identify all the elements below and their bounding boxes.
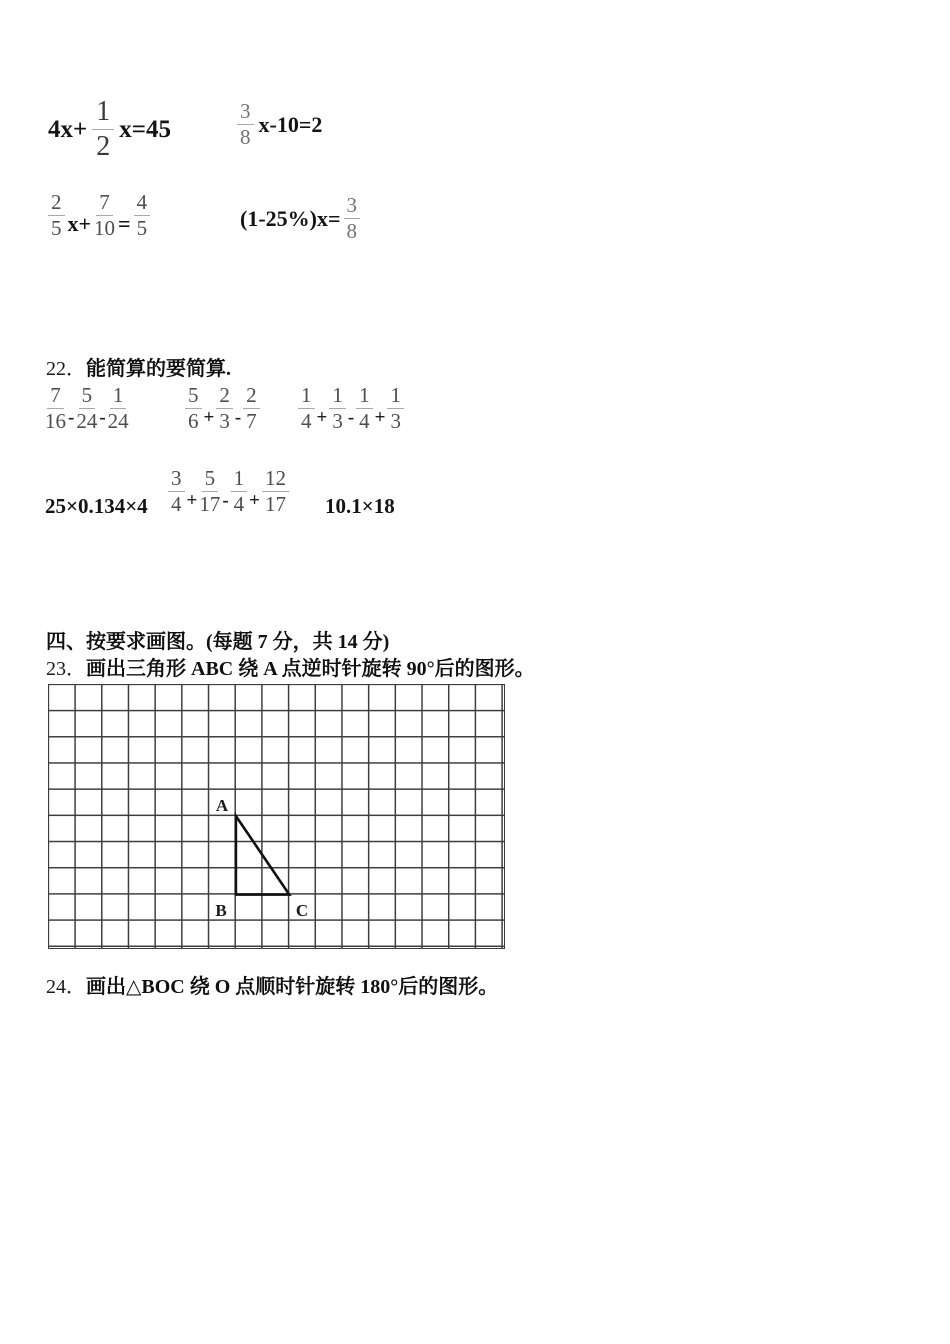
fraction-denominator: 5 [136,216,148,240]
fraction-numerator: 1 [356,385,373,409]
drawing-grid[interactable] [48,684,505,949]
section-title: 四、按要求画图。(每题 7 分，共 14 分) [46,631,390,653]
triangle-abc-shape [236,816,289,895]
question-number: 24． [46,976,86,998]
fraction-numerator: 3 [237,101,254,125]
fraction [262,468,289,515]
operator: + [249,490,260,511]
fraction-numerator: 1 [92,98,114,130]
question-22-heading [46,352,231,381]
triangle-label-c: C [295,901,309,920]
fraction-denominator: 8 [346,219,358,243]
fraction [108,385,129,432]
fraction-denominator: 4 [359,409,370,433]
fraction-numerator: 1 [387,385,404,409]
equals-sign: = [118,211,131,236]
fraction-numerator: 7 [96,192,113,216]
fraction-numerator: 1 [231,468,248,492]
equation-one-minus-25-percent [240,195,360,242]
fraction [237,101,254,148]
fraction-denominator: 4 [171,492,182,516]
fraction [134,192,151,239]
operator: + [316,407,328,428]
expression-3-4-plus-5-17 [168,468,289,515]
equation-three-eighths-x [237,101,322,148]
expression-1-4-plus-1-3 [298,385,404,432]
fraction [231,468,248,515]
expression-5-6-plus [185,385,260,432]
expression-25-times: 25×0.134×4 [45,494,148,518]
fraction-denominator: 4 [233,492,245,516]
operator: - [68,407,75,428]
fraction [92,98,114,161]
fraction-denominator: 3 [332,409,343,433]
fraction-numerator: 7 [47,385,64,409]
fraction [344,195,361,242]
fraction-numerator: 3 [344,195,361,219]
fraction-numerator: 5 [79,385,96,409]
fraction-numerator: 3 [168,468,185,492]
fraction [243,385,260,432]
question-text: 画出三角形 ABC 绕 A 点逆时针旋转 90°后的图形。 [86,658,535,680]
fraction [329,385,346,432]
fraction-numerator: 1 [298,385,315,409]
fraction-numerator: 4 [134,192,151,216]
operator: - [234,407,242,428]
fraction-numerator: 1 [329,385,346,409]
fraction [298,385,315,432]
question-title: 能简算的要简算. [86,358,231,380]
fraction [356,385,373,432]
expression-10-1-times-18: 10.1×18 [325,494,395,518]
fraction-numerator: 1 [110,385,127,409]
operator: + [374,407,386,428]
fraction [45,385,66,432]
operator: - [347,407,355,428]
fraction-numerator: 12 [262,468,289,492]
fraction [76,385,97,432]
fraction-denominator: 6 [188,409,199,433]
fraction-denominator: 7 [246,409,257,433]
equation-text: x+ [67,211,92,236]
expression-7-16-minus [45,385,129,432]
fraction-numerator: 5 [202,468,219,492]
fraction [185,385,202,432]
triangle-abc-svg [49,685,504,948]
fraction [168,468,185,515]
fraction-denominator: 3 [219,409,230,433]
operator: + [186,490,198,511]
fraction-denominator: 4 [301,409,312,433]
fraction-denominator: 10 [94,216,116,240]
equation-text: x-10=2 [258,111,323,137]
question-24-item [46,970,498,999]
equation-text: x=45 [119,115,171,143]
operator: + [203,407,215,428]
fraction-denominator: 5 [51,216,62,240]
fraction-numerator: 2 [243,385,260,409]
equation-two-fifths-x [48,192,150,239]
fraction-numerator: 5 [185,385,202,409]
fraction-denominator: 17 [199,492,221,516]
fraction-denominator: 2 [96,131,111,162]
fraction [94,192,115,239]
question-number: 23． [46,658,86,680]
fraction [216,385,233,432]
fraction-denominator: 17 [264,492,286,516]
fraction-denominator: 16 [45,409,66,433]
triangle-label-b: B [215,901,227,920]
equation-text: (1-25%)x= [240,205,341,231]
operator: - [99,407,106,428]
operator: - [222,490,229,511]
fraction-numerator: 2 [48,192,65,216]
fraction-denominator: 24 [107,409,129,433]
question-number: 22． [46,358,86,380]
question-text: 画出△BOC 绕 O 点顺时针旋转 180°后的图形。 [86,976,499,998]
equation-4x-plus-half-x [48,98,171,161]
section-4-heading [46,625,389,654]
fraction [387,385,404,432]
question-23-item [46,652,535,681]
fraction [48,192,65,239]
fraction-numerator: 2 [216,385,233,409]
fraction-denominator: 24 [76,409,98,433]
fraction-denominator: 8 [240,125,251,149]
fraction [199,468,220,515]
equation-text: 4x+ [48,115,88,143]
triangle-label-a: A [215,796,229,815]
fraction-denominator: 3 [390,409,401,433]
